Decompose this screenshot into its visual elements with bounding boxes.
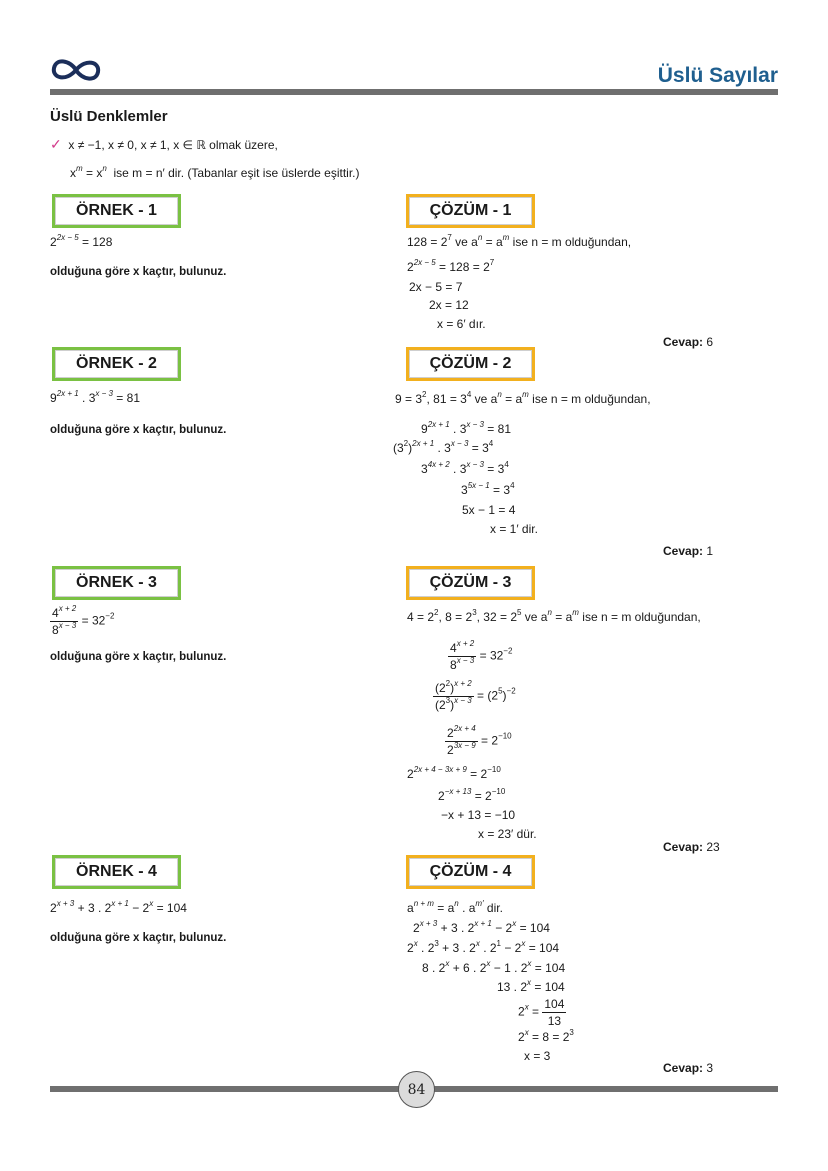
infinity-logo-icon: [50, 56, 102, 84]
checkmark-icon: ✓: [50, 136, 62, 152]
answer-4: Cevap: 3: [663, 1061, 714, 1075]
top-divider: [50, 89, 778, 95]
solution-3-badge: ÇÖZÜM - 3: [406, 566, 535, 600]
section-title: Üslü Denklemler: [50, 108, 168, 125]
answer-3: Cevap: 23: [663, 840, 720, 854]
example-4-equation: $2^{x + 3} + 3$ . $2^{x + 1} - 2^x = 104$: [50, 899, 187, 915]
rule-condition: ✓ x ≠ −1, x ≠ 0, x ≠ 1, x ∈ ℝ olmak üzere,: [50, 136, 278, 152]
example-3-badge: ÖRNEK - 3: [52, 566, 181, 600]
example-3-equation: $\frac{4^{x + 2}}{8^{x - 3}}$ = $32^{-2}$: [52, 604, 115, 637]
example-1-question: olduğuna göre x kaçtır, bulunuz.: [50, 266, 227, 278]
answer-1: Cevap: 6: [663, 335, 714, 349]
example-1-equation: $2^{2x - 5} = 128$: [50, 233, 113, 249]
example-2-badge: ÖRNEK - 2: [52, 347, 181, 381]
example-2-question: olduğuna göre x kaçtır, bulunuz.: [50, 424, 227, 436]
answer-2: Cevap: 1: [663, 544, 714, 558]
example-1-badge: ÖRNEK - 1: [52, 194, 181, 228]
solution-4-badge: ÇÖZÜM - 4: [406, 855, 535, 889]
example-4-badge: ÖRNEK - 4: [52, 855, 181, 889]
chapter-title: Üslü Sayılar: [657, 64, 778, 87]
example-2-equation: $9^{2x + 1}$ . $3^{x - 3} = 81$: [50, 389, 140, 405]
rule-statement: $x^m = x^n$ ise m = n′ dir. (Tabanlar eşit ise üslerde eşittir.): [70, 164, 360, 180]
example-3-question: olduğuna göre x kaçtır, bulunuz.: [50, 651, 227, 663]
solution-1-badge: ÇÖZÜM - 1: [406, 194, 535, 228]
example-4-question: olduğuna göre x kaçtır, bulunuz.: [50, 932, 227, 944]
page-number: 84: [398, 1071, 435, 1108]
solution-2-badge: ÇÖZÜM - 2: [406, 347, 535, 381]
